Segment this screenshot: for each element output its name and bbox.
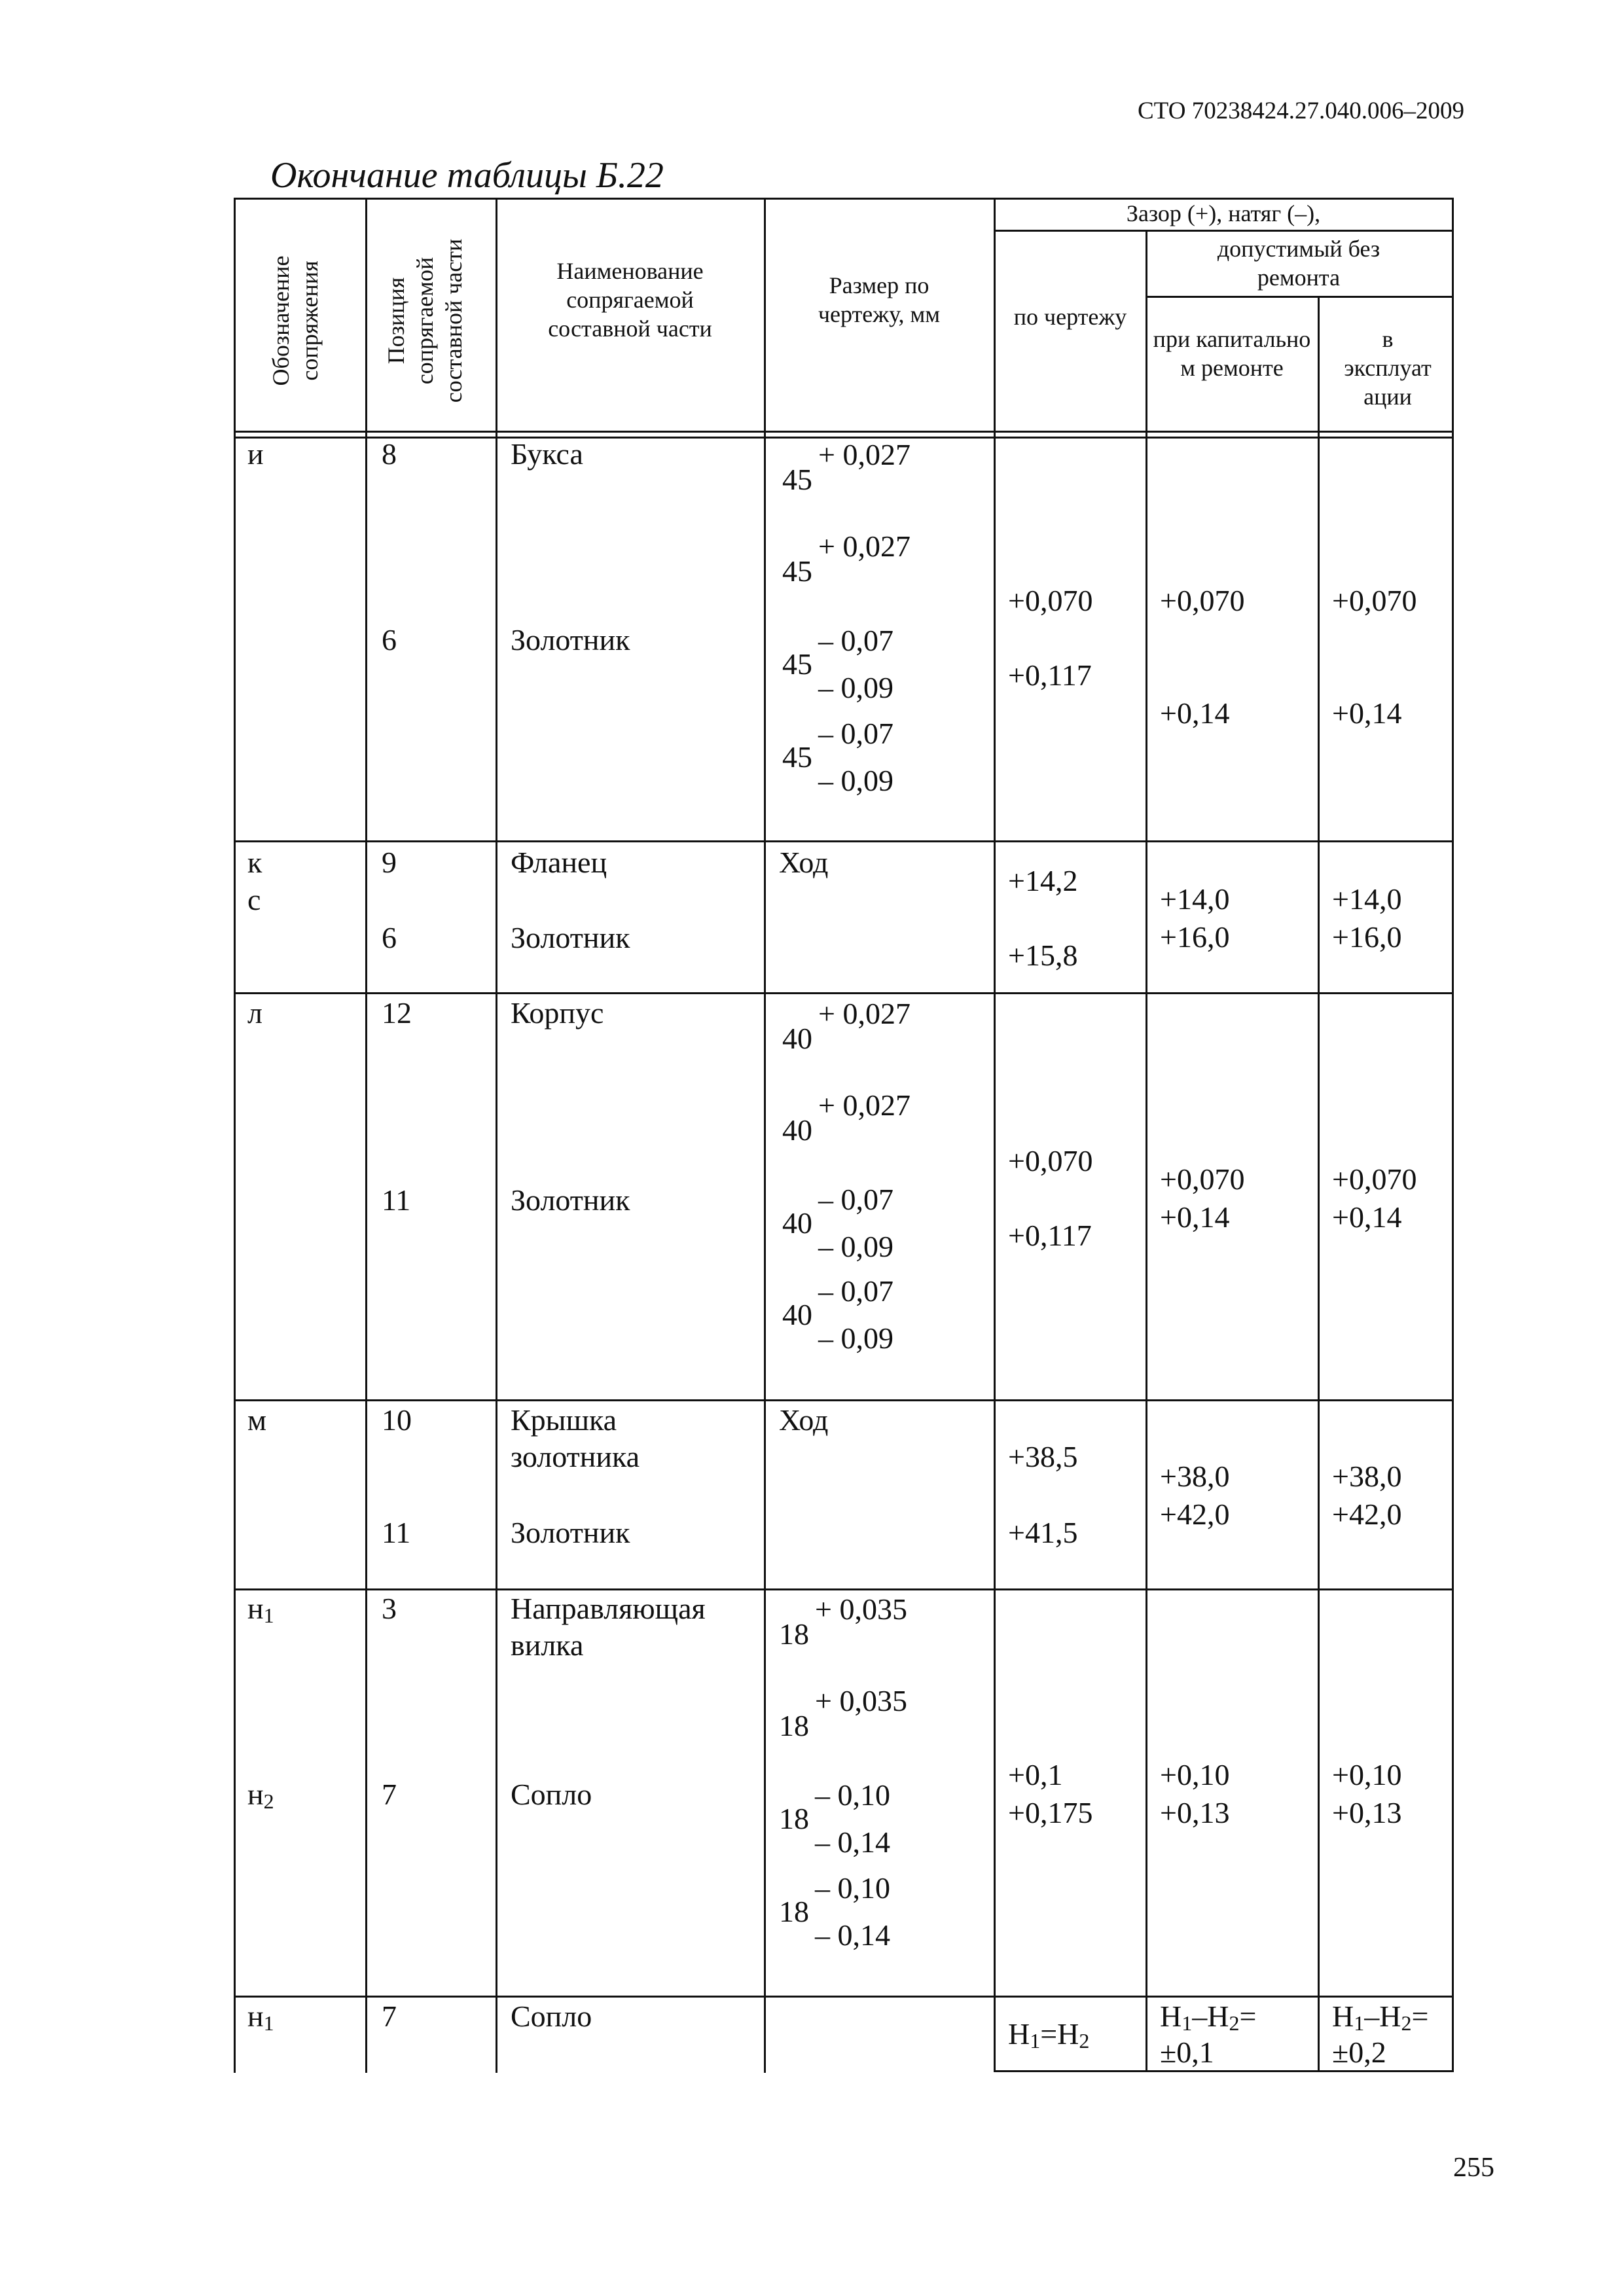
- size-upper-deviation: + 0,035: [815, 1684, 907, 1717]
- part-name-cell: Направляющая вилка: [511, 1592, 706, 1662]
- position-cell: 3: [382, 1592, 397, 1625]
- grid-line: [1146, 296, 1452, 298]
- grid-line: [365, 198, 367, 2073]
- header-overhaul: при капитально м ремонте: [1153, 326, 1311, 381]
- size-upper-deviation: + 0,027: [818, 529, 911, 563]
- part-name-cell: Крышка золотника: [511, 1403, 640, 1473]
- operation-value: +16,0: [1332, 920, 1402, 954]
- operation-value: +14,0: [1332, 882, 1402, 916]
- operation-value: +0,14: [1332, 1200, 1402, 1234]
- position-cell: 6: [382, 921, 397, 954]
- size-cell: Ход: [779, 846, 829, 879]
- operation-value: +0,14: [1332, 696, 1402, 730]
- size-upper-deviation: – 0,07: [818, 1183, 893, 1216]
- operation-value: ±0,2: [1332, 2036, 1386, 2069]
- grid-line: [1146, 230, 1147, 2072]
- by-drawing-value: Н1=Н2: [1008, 2017, 1090, 2053]
- by-drawing-value: +0,070: [1008, 584, 1093, 617]
- by-drawing-value: +14,2: [1008, 864, 1078, 897]
- operation-value: +38,0: [1332, 1460, 1402, 1493]
- designation-cell: н2: [247, 1778, 274, 1813]
- part-name-cell: Золотник: [511, 1183, 630, 1217]
- part-name-cell: Золотник: [511, 921, 630, 954]
- grid-line: [994, 230, 1452, 232]
- position-cell: 11: [382, 1183, 411, 1217]
- grid-line: [234, 1399, 1452, 1401]
- operation-value: +0,10: [1332, 1758, 1402, 1791]
- header-operation: в эксплуат ации: [1344, 326, 1432, 410]
- operation-value: +0,070: [1332, 1162, 1417, 1196]
- grid-line: [234, 198, 236, 2073]
- size-lower-deviation: – 0,14: [815, 1918, 890, 1952]
- grid-line: [1318, 296, 1320, 2072]
- by-drawing-value: +0,175: [1008, 1796, 1093, 1829]
- part-name-cell: Фланец: [511, 846, 607, 879]
- size-base: 40: [782, 1298, 812, 1331]
- overhaul-value: +0,070: [1160, 1162, 1245, 1196]
- header-position: Позиция сопрягаемой составной части: [383, 238, 467, 403]
- header-clearance: Зазор (+), натяг (–),: [1126, 200, 1321, 226]
- position-cell: 6: [382, 623, 397, 656]
- operation-value: +42,0: [1332, 1498, 1402, 1531]
- overhaul-value: ±0,1: [1160, 2036, 1214, 2069]
- size-upper-deviation: – 0,10: [815, 1871, 890, 1905]
- overhaul-value: +42,0: [1160, 1498, 1230, 1531]
- by-drawing-value: +41,5: [1008, 1516, 1078, 1549]
- size-upper-deviation: + 0,027: [818, 438, 911, 471]
- part-name-cell: Золотник: [511, 1516, 630, 1549]
- size-base: 40: [782, 1206, 812, 1240]
- page-number: 255: [1453, 2153, 1494, 2183]
- by-drawing-value: +0,070: [1008, 1144, 1093, 1177]
- designation-cell: н1: [247, 2000, 274, 2035]
- grid-line: [234, 992, 1452, 994]
- position-cell: 10: [382, 1403, 412, 1437]
- size-base: 18: [779, 1617, 809, 1651]
- position-cell: 12: [382, 996, 412, 1030]
- size-lower-deviation: – 0,09: [818, 671, 893, 704]
- size-base: 45: [782, 463, 812, 496]
- overhaul-value: Н1–Н2=: [1160, 2000, 1257, 2035]
- grid-line: [1452, 198, 1454, 2072]
- size-base: 40: [782, 1113, 812, 1147]
- designation-cell: к: [247, 846, 262, 879]
- part-name-cell: Корпус: [511, 996, 604, 1030]
- overhaul-value: +0,13: [1160, 1796, 1230, 1829]
- header-size: Размер по чертежу, мм: [818, 272, 941, 327]
- grid-line: [764, 198, 766, 2073]
- size-base: 18: [779, 1895, 809, 1928]
- position-cell: 11: [382, 1516, 411, 1549]
- position-cell: 7: [382, 2000, 397, 2033]
- size-lower-deviation: – 0,14: [815, 1825, 890, 1859]
- header-by-drawing: по чертежу: [1013, 304, 1127, 330]
- part-name-cell: Золотник: [511, 623, 630, 656]
- header-designation: Обозначение сопряжения: [268, 255, 323, 386]
- overhaul-value: +16,0: [1160, 920, 1230, 954]
- operation-value: +0,13: [1332, 1796, 1402, 1829]
- table-caption: Окончание таблицы Б.22: [270, 155, 664, 196]
- size-base: 40: [782, 1022, 812, 1055]
- size-lower-deviation: – 0,09: [818, 764, 893, 797]
- size-base: 45: [782, 647, 812, 681]
- operation-value: +0,070: [1332, 584, 1417, 617]
- by-drawing-value: +38,5: [1008, 1440, 1078, 1473]
- designation-cell: н1: [247, 1592, 274, 1627]
- grid-line: [994, 198, 996, 2072]
- grid-line: [496, 198, 497, 2073]
- overhaul-value: +0,070: [1160, 584, 1245, 617]
- size-upper-deviation: + 0,027: [818, 1088, 911, 1122]
- designation-cell: с: [247, 883, 261, 916]
- size-base: 45: [782, 554, 812, 588]
- grid-line: [234, 1996, 1452, 1998]
- overhaul-value: +0,14: [1160, 696, 1230, 730]
- designation-cell: м: [247, 1403, 267, 1437]
- header-allowed: допустимый без ремонта: [1217, 236, 1380, 291]
- document-code: СТО 70238424.27.040.006–2009: [1138, 98, 1465, 124]
- designation-cell: л: [247, 996, 262, 1030]
- overhaul-value: +38,0: [1160, 1460, 1230, 1493]
- by-drawing-value: +0,1: [1008, 1758, 1063, 1791]
- size-lower-deviation: – 0,09: [818, 1321, 893, 1355]
- header-name: Наименование сопрягаемой составной части: [548, 258, 712, 342]
- size-upper-deviation: + 0,035: [815, 1592, 907, 1626]
- by-drawing-value: +0,117: [1008, 658, 1092, 692]
- size-cell: Ход: [779, 1403, 829, 1437]
- size-upper-deviation: – 0,07: [818, 717, 893, 750]
- designation-cell: и: [247, 437, 264, 471]
- by-drawing-value: +15,8: [1008, 939, 1078, 972]
- size-lower-deviation: – 0,09: [818, 1230, 893, 1263]
- size-upper-deviation: – 0,07: [818, 624, 893, 657]
- size-upper-deviation: – 0,07: [818, 1274, 893, 1308]
- grid-line: [234, 840, 1452, 842]
- part-name-cell: Сопло: [511, 1778, 592, 1811]
- size-base: 18: [779, 1709, 809, 1742]
- part-name-cell: Букса: [511, 437, 583, 471]
- by-drawing-value: +0,117: [1008, 1219, 1092, 1252]
- operation-value: Н1–Н2=: [1332, 2000, 1429, 2035]
- size-base: 45: [782, 740, 812, 774]
- part-name-cell: Сопло: [511, 2000, 592, 2033]
- size-upper-deviation: + 0,027: [818, 997, 911, 1030]
- position-cell: 8: [382, 437, 397, 471]
- grid-line: [234, 1588, 1452, 1590]
- overhaul-value: +14,0: [1160, 882, 1230, 916]
- position-cell: 7: [382, 1778, 397, 1811]
- overhaul-value: +0,10: [1160, 1758, 1230, 1791]
- size-base: 18: [779, 1802, 809, 1835]
- size-upper-deviation: – 0,10: [815, 1778, 890, 1812]
- position-cell: 9: [382, 846, 397, 879]
- overhaul-value: +0,14: [1160, 1200, 1230, 1234]
